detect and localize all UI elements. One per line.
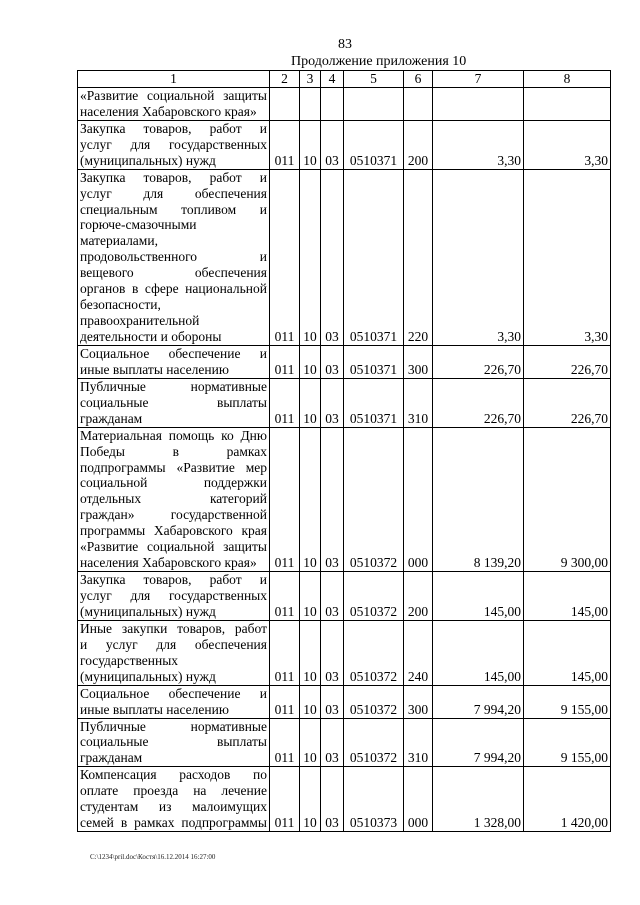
- row-description: [78, 718, 270, 767]
- section-cell: 10: [300, 620, 321, 685]
- row-description: [78, 87, 270, 120]
- expense-type-cell: 000: [404, 427, 433, 571]
- amount-col8-cell: 9 155,00: [524, 718, 611, 767]
- table-row: [78, 345, 611, 378]
- admin-code-cell: 011: [270, 120, 300, 169]
- admin-code-cell: 011: [270, 427, 300, 571]
- amount-col8-cell: 145,00: [524, 620, 611, 685]
- amount-col8-cell: 1 420,00: [524, 767, 611, 832]
- description-line: социальные выплаты: [80, 394, 267, 410]
- row-description: [78, 620, 270, 685]
- header-col-4: 4: [321, 71, 344, 88]
- description-line: Закупка товаров, работ и: [80, 169, 267, 185]
- description-line: Закупка товаров, работ и: [80, 120, 267, 136]
- amount-col8-cell: 226,70: [524, 378, 611, 427]
- description-line: социальной поддержки: [80, 475, 267, 491]
- header-col-1: 1: [78, 71, 270, 88]
- header-col-3: 3: [300, 71, 321, 88]
- admin-code-cell: 011: [270, 620, 300, 685]
- section-cell: 10: [300, 718, 321, 767]
- amount-col7-cell: 8 139,20: [433, 427, 524, 571]
- row-description: [78, 572, 270, 621]
- amount-col8-cell: 9 155,00: [524, 685, 611, 718]
- subsection-cell: 03: [321, 378, 344, 427]
- expense-type-cell: [404, 87, 433, 120]
- row-description: [78, 427, 270, 571]
- subsection-cell: 03: [321, 345, 344, 378]
- target-article-cell: 0510371: [344, 120, 404, 169]
- header-col-5: 5: [344, 71, 404, 88]
- description-line: Закупка товаров, работ и: [80, 572, 267, 588]
- table-row: [78, 718, 611, 767]
- table-row: [78, 620, 611, 685]
- target-article-cell: 0510371: [344, 345, 404, 378]
- target-article-cell: 0510372: [344, 572, 404, 621]
- table-row: [78, 120, 611, 169]
- admin-code-cell: 011: [270, 378, 300, 427]
- subsection-cell: 03: [321, 767, 344, 832]
- section-cell: 10: [300, 685, 321, 718]
- target-article-cell: 0510372: [344, 685, 404, 718]
- amount-col7-cell: [433, 87, 524, 120]
- description-line: Социальное обеспечение и: [80, 345, 267, 361]
- section-cell: [300, 87, 321, 120]
- description-line: услуг для государственных: [80, 136, 267, 152]
- amount-col8-cell: 145,00: [524, 572, 611, 621]
- expense-type-cell: 300: [404, 345, 433, 378]
- continuation-title: Продолжение приложения 10: [291, 54, 467, 69]
- description-line: услуг для государственных: [80, 588, 267, 604]
- description-line: продовольственного и: [80, 249, 267, 265]
- subsection-cell: 03: [321, 620, 344, 685]
- header-col-8: 8: [524, 71, 611, 88]
- admin-code-cell: 011: [270, 718, 300, 767]
- description-line: программы Хабаровского края: [80, 523, 267, 539]
- admin-code-cell: 011: [270, 169, 300, 345]
- row-description: [78, 767, 270, 832]
- admin-code-cell: 011: [270, 685, 300, 718]
- row-description: [78, 120, 270, 169]
- description-line: студентам из малоимущих: [80, 799, 267, 815]
- description-line: иные выплаты населению: [80, 701, 229, 717]
- description-line: гражданам: [80, 410, 143, 426]
- subsection-cell: 03: [321, 120, 344, 169]
- section-cell: 10: [300, 767, 321, 832]
- amount-col7-cell: 3,30: [433, 169, 524, 345]
- amount-col7-cell: 7 994,20: [433, 685, 524, 718]
- subsection-cell: 03: [321, 169, 344, 345]
- description-line: и услуг для обеспечения: [80, 636, 267, 652]
- target-article-cell: 0510372: [344, 620, 404, 685]
- amount-col7-cell: 3,30: [433, 120, 524, 169]
- description-line: Компенсация расходов по: [80, 767, 267, 783]
- amount-col7-cell: 1 328,00: [433, 767, 524, 832]
- description-line: (муниципальных) нужд: [80, 668, 216, 684]
- admin-code-cell: 011: [270, 345, 300, 378]
- expense-type-cell: 220: [404, 169, 433, 345]
- target-article-cell: 0510372: [344, 718, 404, 767]
- table-row: [78, 378, 611, 427]
- description-line: услуг для обеспечения: [80, 185, 267, 201]
- subsection-cell: 03: [321, 718, 344, 767]
- target-article-cell: 0510371: [344, 378, 404, 427]
- amount-col8-cell: 3,30: [524, 169, 611, 345]
- description-line: гражданам: [80, 750, 143, 766]
- admin-code-cell: 011: [270, 572, 300, 621]
- table-row: [78, 427, 611, 571]
- subsection-cell: 03: [321, 572, 344, 621]
- expense-type-cell: 200: [404, 572, 433, 621]
- row-description: [78, 685, 270, 718]
- amount-col7-cell: 7 994,20: [433, 718, 524, 767]
- description-line: населения Хабаровского края»: [80, 103, 257, 119]
- description-line: подпрограммы «Развитие мер: [80, 459, 267, 475]
- section-cell: 10: [300, 120, 321, 169]
- file-path-footer: C:\1234\pril.doc\Костя\16.12.2014 16:27:00: [90, 853, 216, 861]
- section-cell: 10: [300, 169, 321, 345]
- admin-code-cell: [270, 87, 300, 120]
- header-col-6: 6: [404, 71, 433, 88]
- admin-code-cell: 011: [270, 767, 300, 832]
- section-cell: 10: [300, 427, 321, 571]
- table-row: [78, 87, 611, 120]
- description-line: государственных: [80, 652, 179, 668]
- expense-type-cell: 310: [404, 718, 433, 767]
- description-line: Иные закупки товаров, работ: [80, 620, 267, 636]
- expense-type-cell: 300: [404, 685, 433, 718]
- description-line: вещевого обеспечения: [80, 265, 267, 281]
- description-line: семей в рамках подпрограммы: [80, 815, 267, 831]
- description-line: (муниципальных) нужд: [80, 152, 216, 168]
- description-line: (муниципальных) нужд: [80, 603, 216, 619]
- amount-col8-cell: 9 300,00: [524, 427, 611, 571]
- expense-type-cell: 310: [404, 378, 433, 427]
- table-header-row: [78, 71, 611, 88]
- table-row: [78, 767, 611, 832]
- expense-type-cell: 000: [404, 767, 433, 832]
- description-line: Публичные нормативные: [80, 378, 267, 394]
- description-line: оплате проезда на лечение: [80, 783, 267, 799]
- description-line: «Развитие социальной защиты: [80, 87, 267, 103]
- description-line: населения Хабаровского края»: [80, 555, 257, 571]
- amount-col7-cell: 226,70: [433, 378, 524, 427]
- description-line: Победы в рамках: [80, 443, 267, 459]
- row-description: [78, 345, 270, 378]
- description-line: отдельных категорий: [80, 491, 267, 507]
- description-line: материалами,: [80, 233, 158, 249]
- subsection-cell: 03: [321, 685, 344, 718]
- description-line: безопасности,: [80, 297, 161, 313]
- amount-col8-cell: [524, 87, 611, 120]
- table-row: [78, 169, 611, 345]
- amount-col8-cell: 226,70: [524, 345, 611, 378]
- description-line: «Развитие социальной защиты: [80, 539, 267, 555]
- description-line: горюче-смазочными: [80, 217, 197, 233]
- description-line: специальным топливом и: [80, 201, 267, 217]
- budget-table: [77, 70, 611, 832]
- table-row: [78, 685, 611, 718]
- description-line: граждан» государственной: [80, 507, 267, 523]
- description-line: социальные выплаты: [80, 734, 267, 750]
- target-article-cell: 0510371: [344, 169, 404, 345]
- description-line: Материальная помощь ко Дню: [80, 427, 267, 443]
- target-article-cell: 0510372: [344, 427, 404, 571]
- expense-type-cell: 240: [404, 620, 433, 685]
- section-cell: 10: [300, 572, 321, 621]
- header-col-2: 2: [270, 71, 300, 88]
- page-number: 83: [338, 37, 352, 52]
- table-row: [78, 572, 611, 621]
- description-line: правоохранительной: [80, 313, 200, 329]
- amount-col8-cell: 3,30: [524, 120, 611, 169]
- row-description: [78, 169, 270, 345]
- amount-col7-cell: 226,70: [433, 345, 524, 378]
- row-description: [78, 378, 270, 427]
- description-line: Социальное обеспечение и: [80, 685, 267, 701]
- header-col-7: 7: [433, 71, 524, 88]
- subsection-cell: [321, 87, 344, 120]
- subsection-cell: 03: [321, 427, 344, 571]
- description-line: иные выплаты населению: [80, 361, 229, 377]
- description-line: деятельности и обороны: [80, 329, 222, 345]
- amount-col7-cell: 145,00: [433, 572, 524, 621]
- description-line: Публичные нормативные: [80, 718, 267, 734]
- description-line: органов в сфере национальной: [80, 281, 267, 297]
- target-article-cell: [344, 87, 404, 120]
- section-cell: 10: [300, 378, 321, 427]
- section-cell: 10: [300, 345, 321, 378]
- amount-col7-cell: 145,00: [433, 620, 524, 685]
- target-article-cell: 0510373: [344, 767, 404, 832]
- expense-type-cell: 200: [404, 120, 433, 169]
